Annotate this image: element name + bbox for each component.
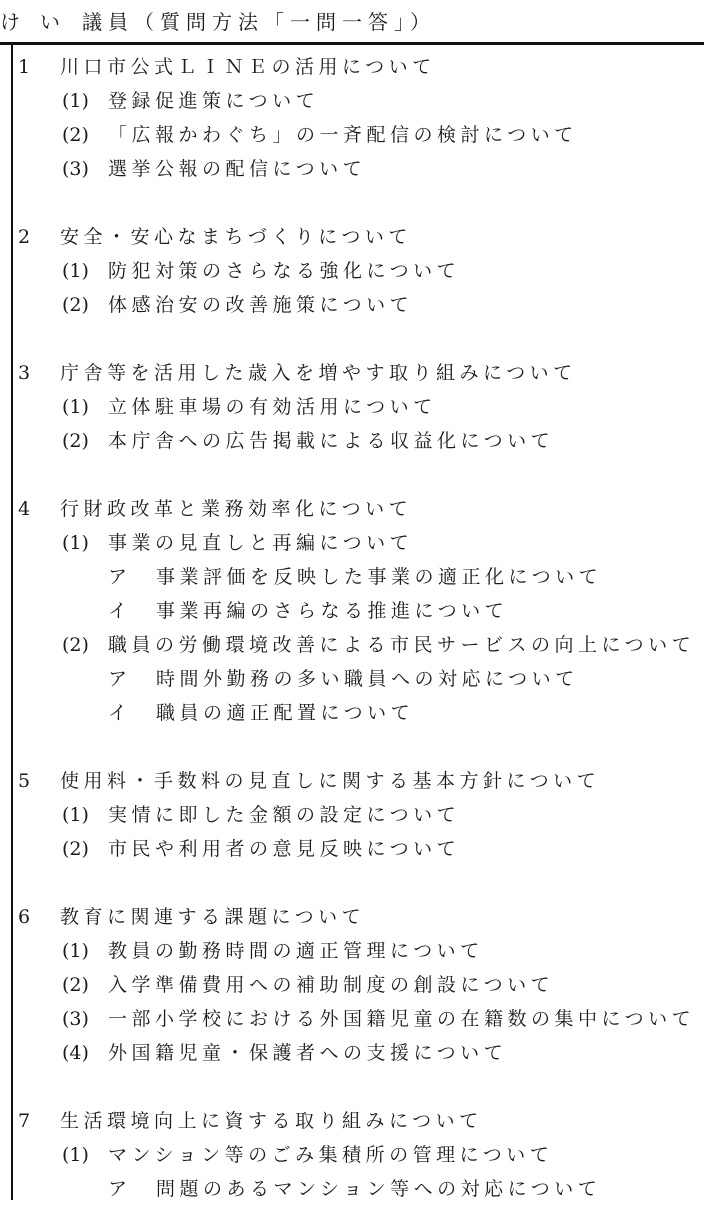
subitem-text: 時間外勤務の多い職員への対応について: [156, 668, 579, 690]
section-title: 庁舎等を活用した歳入を増やす取り組みについて: [60, 362, 577, 384]
item-number: (1): [62, 1144, 89, 1166]
item-number: (2): [62, 634, 89, 656]
subitem-text: 事業評価を反映した事業の適正化について: [156, 566, 603, 588]
subitem-mark: ア: [108, 566, 132, 588]
item-text: 本庁舎への広告掲載による収益化について: [108, 430, 555, 452]
item-text: 防犯対策のさらなる強化について: [108, 260, 461, 282]
item-number: (3): [62, 158, 89, 180]
section-title: 生活環境向上に資する取り組みについて: [60, 1110, 483, 1132]
item-text: 一部小学校における外国籍児童の在籍数の集中について: [108, 1008, 696, 1030]
section-number: 5: [18, 770, 35, 792]
item-number: (4): [62, 1042, 89, 1064]
subitem-mark: ア: [108, 1178, 132, 1200]
item-text: 選挙公報の配信について: [108, 158, 367, 180]
subitem-text: 問題のあるマンション等への対応について: [156, 1178, 602, 1200]
item-number: (1): [62, 532, 89, 554]
item-text: 立体駐車場の有効活用について: [108, 396, 437, 418]
item-number: (2): [62, 974, 89, 996]
subitem-text: 職員の適正配置について: [156, 702, 415, 724]
item-number: (1): [62, 260, 89, 282]
item-text: マンション等のごみ集積所の管理について: [108, 1144, 554, 1166]
item-number: (1): [62, 90, 89, 112]
item-text: 職員の労働環境改善による市民サービスの向上について: [108, 634, 696, 656]
subitem-mark: イ: [108, 600, 132, 622]
item-text: 体感治安の改善施策について: [108, 294, 414, 316]
section-number: 1: [18, 56, 35, 78]
item-number: (2): [62, 124, 89, 146]
item-text: 市民や利用者の意見反映について: [108, 838, 461, 860]
subitem-mark: イ: [108, 702, 132, 724]
item-text: 外国籍児童・保護者への支援について: [108, 1042, 508, 1064]
item-text: 「広報かわぐち」の一斉配信の検討について: [108, 124, 578, 146]
item-text: 入学準備費用への補助制度の創設について: [108, 974, 555, 996]
section-number: 3: [18, 362, 35, 384]
item-text: 実情に即した金額の設定について: [108, 804, 461, 826]
section-number: 2: [18, 226, 35, 248]
section-number: 7: [18, 1110, 35, 1132]
item-number: (2): [62, 294, 89, 316]
item-number: (2): [62, 430, 89, 452]
item-number: (1): [62, 396, 89, 418]
section-number: 6: [18, 906, 35, 928]
item-number: (2): [62, 838, 89, 860]
item-number: (1): [62, 940, 89, 962]
section-title: 教育に関連する課題について: [60, 906, 366, 928]
section-number: 4: [18, 498, 35, 520]
item-text: 教員の勤務時間の適正管理について: [108, 940, 484, 962]
section-title: 行財政改革と業務効率化について: [60, 498, 413, 520]
item-text: 登録促進策について: [108, 90, 320, 112]
item-number: (3): [62, 1008, 89, 1030]
left-rule: [11, 44, 13, 1200]
item-text: 事業の見直しと再編について: [108, 532, 414, 554]
item-number: (1): [62, 804, 89, 826]
section-title: 川口市公式ＬＩＮＥの活用について: [60, 56, 436, 78]
document-header: [0, 6, 704, 36]
member-name: い: [40, 10, 66, 34]
section-title: 安全・安心なまちづくりについて: [60, 226, 412, 248]
header-left-char: け: [0, 10, 26, 34]
subitem-text: 事業再編のさらなる推進について: [156, 600, 509, 622]
section-title: 使用料・手数料の見直しに関する基本方針について: [60, 770, 601, 792]
subitem-mark: ア: [108, 668, 132, 690]
header-title: 議員（質問方法「一問一答」）: [82, 10, 436, 34]
header-rule: [0, 42, 704, 45]
